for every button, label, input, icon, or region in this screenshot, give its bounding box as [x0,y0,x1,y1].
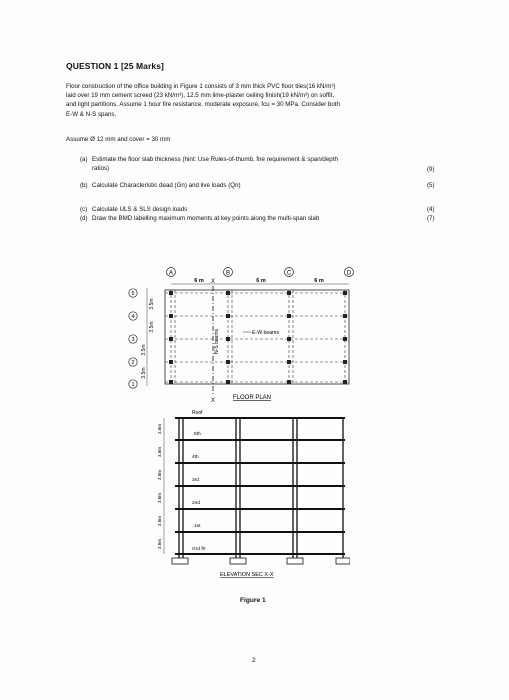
level-roof: Roof [192,410,203,416]
paragraph-line: E-W & N-S spans. [66,110,117,118]
section-marker-bottom: X [210,398,216,404]
question-text: Draw the BMD labelling maximum moments at key points along the multi-span slab [92,215,320,222]
marks-a: (9) [427,166,435,173]
question-text: Calculate Characteristic dead (Gn) and live loads (Qn) [92,182,241,189]
storey-height: 3.6m [157,538,162,550]
grid-col-d [345,268,354,277]
span-label: 6 m [256,278,266,284]
floor-plan-title: FLOOR PLAN [233,395,272,401]
storey-height: 3.6m [157,492,162,504]
storey-height: 3.6m [157,446,162,458]
svg-text:B: B [225,270,231,277]
section-marker-top: X [210,279,216,285]
level-3rd: 3rd [192,478,199,483]
bay-label: 3.5m [141,344,147,356]
level-2nd: 2nd [192,501,201,506]
grid-row-1 [129,380,137,388]
storey-height: 3.6m [157,469,162,481]
question-text-cont: ratios) [92,165,110,172]
storey-height: 3.6m [157,423,162,435]
grid-col-a [167,268,176,277]
svg-text:C: C [286,270,292,277]
bay-label: 3.5m [141,367,147,379]
grid-col-b [224,268,233,277]
level-5th: 5th [194,432,201,437]
level-1st: 1st [194,524,201,529]
svg-text:3: 3 [131,337,135,343]
svg-text:2: 2 [131,360,135,366]
svg-text:4: 4 [131,314,135,320]
svg-text:D: D [346,270,352,277]
marks-d: (7) [427,215,435,222]
paragraph-line: and light partitions. Assume 1 hour fire resistance, moderate exposure, fcu = 30 MPa. Consider both [66,101,340,109]
level-4th: 4th [192,455,199,460]
paragraph-line: laid over 19 mm cement screed (23 kN/m³), 12.5 mm lime-plaster ceiling finish(19 kN/m³) on soffit, [66,92,335,100]
marks-c: (4) [427,206,435,213]
bay-label: 3.5m [149,298,155,310]
question-label: (c) [80,206,88,213]
grid-row-2 [129,358,137,366]
svg-text:5: 5 [131,291,135,297]
grid-row-4 [129,312,137,320]
question-label: (a) [80,156,88,163]
floor-plan-drawing [125,262,360,407]
figure-caption: Figure 1 [240,597,266,604]
question-text: Estimate the floor slab thickness (hint: Use Rules-of-thumb, fire requirement & span/depth [92,156,338,163]
grid-row-5 [129,289,137,297]
assumption-line: Assume Ø 12 mm and cover = 30 mm [66,136,171,143]
question-label: (b) [80,182,88,189]
bay-label: 3.5m [149,321,155,333]
span-label: 6 m [314,278,324,284]
grid-col-c [285,268,294,277]
level-ground: Grd flr [192,547,206,552]
svg-text:A: A [168,270,174,277]
span-label: 6 m [194,278,204,284]
storey-height: 3.6m [157,515,162,527]
page-number: 2 [252,657,256,664]
question-text: Calculate ULS & SLS design loads [92,206,188,213]
elevation-drawing [150,408,350,580]
ns-beams-label: N-S beams [214,328,220,354]
marks-b: (5) [427,182,435,189]
problem-paragraph [66,82,446,119]
svg-text:1: 1 [131,382,135,388]
question-title: QUESTION 1 [25 Marks] [66,61,164,71]
paragraph-line: Floor construction of the office building in Figure 1 consists of 3 mm thick PVC floor tiles(16 kN/m³) [66,83,336,90]
grid-row-3 [129,335,137,343]
question-label: (d) [80,215,88,222]
elevation-title: ELEVATION SEC X-X [220,572,274,578]
ew-beams-label: E-W beams [252,330,280,336]
